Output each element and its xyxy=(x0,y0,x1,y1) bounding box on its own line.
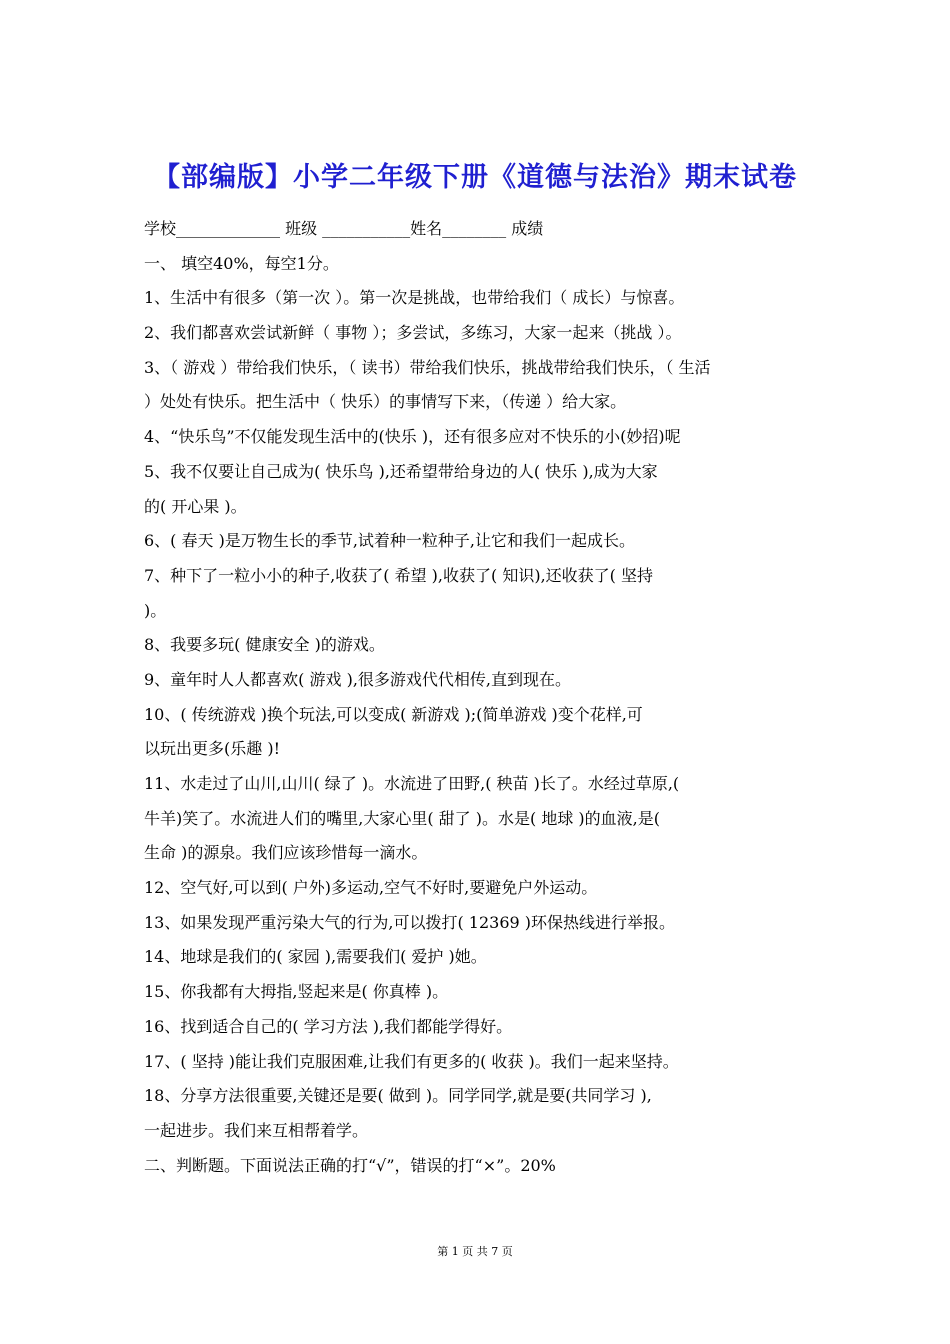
text-line: 5、我不仅要让自己成为( 快乐鸟 ),还希望带给身边的人( 快乐 ),成为大家 xyxy=(144,461,658,481)
text-line: 15、你我都有大拇指,竖起来是( 你真棒 )。 xyxy=(144,982,449,1002)
text-line: 一、 填空40%，每空1分。 xyxy=(144,253,339,273)
text-line: 二、判断题。下面说法正确的打“√”，错误的打“×”。20% xyxy=(144,1155,556,1175)
text-line: 的( 开心果 )。 xyxy=(144,496,247,516)
text-line: 18、分享方法很重要,关键还是要( 做到 )。同学同学,就是要(共同学习 ), xyxy=(144,1086,652,1106)
text-line: 以玩出更多(乐趣 )! xyxy=(144,739,281,759)
document-body xyxy=(144,212,812,1183)
text-line: 一起进步。我们来互相帮着学。 xyxy=(144,1120,369,1140)
text-line: 8、我要多玩( 健康安全 )的游戏。 xyxy=(144,635,385,655)
text-line: 3、（ 游戏 ）带给我们快乐，（ 读书）带给我们快乐，挑战带给我们快乐，（ 生活 xyxy=(144,357,711,377)
text-line: 10、( 传统游戏 )换个玩法,可以变成( 新游戏 );(简单游戏 )变个花样,可 xyxy=(144,704,643,724)
document-title: 【部编版】小学二年级下册《道德与法治》期末试卷 xyxy=(153,162,797,193)
text-line: 生命 )的源泉。我们应该珍惜每一滴水。 xyxy=(144,843,428,863)
text-line: 14、地球是我们的( 家园 ),需要我们( 爱护 )她。 xyxy=(144,947,487,967)
text-line: 12、空气好,可以到( 户外)多运动,空气不好时,要避免户外运动。 xyxy=(144,878,598,898)
text-line: 6、( 春天 )是万物生长的季节,试着种一粒种子,让它和我们一起成长。 xyxy=(144,531,636,551)
text-line: 16、找到适合自己的( 学习方法 ),我们都能学得好。 xyxy=(144,1016,513,1036)
info-line: 学校_____________ 班级 ___________姓名________ 成绩 xyxy=(144,219,544,238)
text-line: 牛羊)笑了。水流进人们的嘴里,大家心里( 甜了 )。水是( 地球 )的血液,是( xyxy=(144,808,660,828)
text-line: ）处处有快乐。把生活中（ 快乐）的事情写下来，（传递 ）给大家。 xyxy=(144,392,627,412)
text-line: 4、“快乐鸟”不仅能发现生活中的(快乐 )，还有很多应对不快乐的小(妙招)呢 xyxy=(144,427,681,447)
page-footer: 第 1 页 共 7 页 xyxy=(437,1245,513,1258)
text-line: 13、如果发现严重污染大气的行为,可以拨打( 12369 )环保热线进行举报。 xyxy=(144,912,676,932)
text-line: 9、童年时人人都喜欢( 游戏 ),很多游戏代代相传,直到现在。 xyxy=(144,669,572,689)
text-line: 2、我们都喜欢尝试新鲜（ 事物 ）；多尝试，多练习，大家一起来（挑战 ）。 xyxy=(144,323,682,343)
question-lines xyxy=(144,247,812,1184)
text-line: )。 xyxy=(144,600,167,620)
text-line: 7、种下了一粒小小的种子,收获了( 希望 ),收获了( 知识),还收获了( 坚持 xyxy=(144,565,653,585)
text-line: 17、( 坚持 )能让我们克服困难,让我们有更多的( 收获 )。我们一起来坚持。 xyxy=(144,1051,679,1071)
text-line: 1、生活中有很多（第一次 ）。第一次是挑战，也带给我们（ 成长）与惊喜。 xyxy=(144,288,685,308)
text-line: 11、水走过了山川,山川( 绿了 )。水流进了田野,( 秧苗 )长了。水经过草原,( xyxy=(144,774,680,793)
